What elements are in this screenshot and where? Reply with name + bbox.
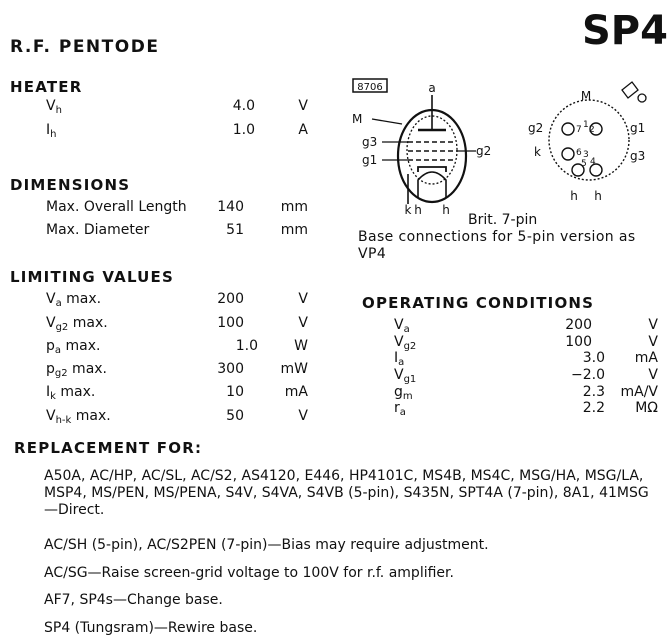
symbol: V [46, 408, 56, 424]
symbol: V [46, 291, 56, 307]
anode-label: a [428, 81, 436, 95]
limit-unit: mW [280, 361, 308, 377]
dimension-unit: mm [280, 199, 308, 215]
symbol-subscript: h [50, 129, 57, 140]
operating-value: 2.2 [582, 400, 605, 416]
operating-value: 200 [565, 317, 592, 333]
symbol: g [394, 384, 403, 400]
symbol-subscript: a [54, 345, 62, 356]
symbol-subscript: a [55, 298, 62, 309]
g2-label: g2 [476, 144, 492, 158]
symbol-subscript: g2 [403, 341, 417, 352]
operating-value: 2.3 [582, 384, 605, 400]
symbol: V [46, 98, 56, 114]
symbol-subscript: g2 [55, 322, 69, 333]
symbol: V [46, 315, 56, 331]
heater-label-1: h [414, 203, 422, 217]
dimensions-heading: DIMENSIONS [10, 176, 131, 194]
symbol-suffix: max. [61, 291, 102, 307]
pin-number-2: 2 [589, 125, 595, 135]
pin-6 [562, 148, 574, 160]
base-type-caption: Brit. 7-pin [468, 212, 538, 228]
symbol: V [394, 334, 404, 350]
key-indicator-icon [622, 82, 638, 98]
operating-parameter [394, 317, 410, 335]
dimension-value: 51 [226, 222, 244, 238]
g1-label: g1 [362, 153, 378, 167]
symbol: r [394, 400, 400, 416]
limiting-values-heading: LIMITING VALUES [10, 268, 175, 286]
diagram-code: 8706 [357, 82, 383, 93]
operating-conditions-heading: OPERATING CONDITIONS [362, 294, 595, 312]
symbol: I [46, 384, 51, 400]
symbol-subscript: g2 [54, 368, 68, 379]
pin-number-6: 6 [576, 148, 582, 158]
limit-parameter [46, 361, 107, 379]
base-h1-label: h [570, 189, 578, 203]
limit-unit: V [298, 408, 308, 424]
pin-number-1: 1 [583, 120, 589, 130]
pin-number-7: 7 [576, 125, 582, 135]
limit-value: 50 [226, 408, 244, 424]
pin-7 [562, 123, 574, 135]
operating-value: −2.0 [571, 367, 605, 383]
limit-unit: mA [284, 384, 308, 400]
replacement-heading: REPLACEMENT FOR: [14, 439, 203, 457]
cathode-label: k [404, 203, 412, 217]
heater-row-unit: V [298, 98, 308, 114]
limit-value: 300 [217, 361, 244, 377]
base-pin-diagram [522, 72, 670, 212]
symbol-subscript: k [50, 391, 56, 402]
metal-lead [372, 119, 402, 124]
tube-name-title: SP4 [582, 8, 668, 54]
replacement-direct-list: A50A, AC/HP, AC/SL, AC/S2, AS4120, E446, HP4101C, MS4B, MS4C, MSG/HA, MSG/LA, MSP4, MS/PEN, MS/PENA, S4V, S4VA, S4VB (5-pin), S435N, SPT4A (7-pin), 8A1, 41MSG—Direct. [44, 468, 649, 518]
operating-value: 100 [565, 334, 592, 350]
operating-unit: mA [634, 350, 658, 366]
symbol-subscript: h-k [55, 415, 72, 426]
dimension-unit: mm [280, 222, 308, 238]
symbol-subscript: h [55, 105, 62, 116]
symbol: p [46, 338, 55, 354]
operating-unit: MΩ [635, 400, 658, 416]
symbol: V [394, 317, 404, 333]
tube-electrode-diagram [348, 72, 508, 232]
limit-value: 200 [217, 291, 244, 307]
operating-parameter [394, 350, 404, 368]
symbol-subscript: g1 [403, 374, 417, 385]
operating-unit: mA/V [620, 384, 658, 400]
limit-unit: V [298, 315, 308, 331]
symbol: I [394, 350, 399, 366]
metal-label: M [352, 112, 363, 126]
base-g2-label: g2 [528, 121, 544, 135]
operating-parameter [394, 400, 406, 418]
limit-unit: W [294, 338, 308, 354]
symbol-subscript: a [399, 407, 406, 418]
replacement-bias-note: AC/SH (5-pin), AC/S2PEN (7-pin)—Bias may require adjustment. [44, 537, 489, 553]
heater-row-symbol [46, 98, 62, 116]
base-metal-label: M [580, 89, 592, 103]
pin-number-5: 5 [581, 159, 587, 169]
base-g3-label: g3 [630, 149, 646, 163]
operating-value: 3.0 [582, 350, 605, 366]
limit-parameter [46, 408, 111, 426]
operating-unit: V [648, 334, 658, 350]
heater-row-unit: A [298, 122, 308, 138]
replacement-rewire-base-note: SP4 (Tungsram)—Rewire base. [44, 620, 258, 636]
replacement-screen-grid-note: AC/SG—Raise screen-grid voltage to 100V for r.f. amplifier. [44, 565, 454, 581]
tube-type-subtitle: R.F. PENTODE [10, 37, 160, 57]
heater-label-2: h [442, 203, 450, 217]
symbol-subscript: a [398, 357, 405, 368]
limit-parameter [46, 338, 100, 356]
heater-row-value: 4.0 [232, 98, 255, 114]
base-outline [549, 100, 629, 180]
operating-unit: V [648, 367, 658, 383]
base-connections-note: Base connections for 5-pin version as VP4 [358, 229, 636, 262]
g3-label: g3 [362, 135, 378, 149]
limit-value: 1.0 [235, 338, 258, 354]
symbol-subscript: m [402, 391, 413, 402]
symbol-suffix: max. [55, 384, 96, 400]
heater-heading: HEATER [10, 78, 83, 96]
base-h2-label: h [594, 189, 602, 203]
operating-unit: V [648, 317, 658, 333]
base-g1-label: g1 [630, 121, 646, 135]
base-k-label: k [534, 145, 541, 159]
symbol-suffix: max. [68, 315, 108, 331]
limit-value: 10 [226, 384, 244, 400]
pin-number-4: 4 [590, 157, 596, 167]
heater-filament [418, 172, 446, 198]
dimension-value: 140 [217, 199, 244, 215]
symbol-suffix: max. [71, 408, 111, 424]
dimension-label: Max. Overall Length [46, 199, 187, 215]
heater-row-value: 1.0 [232, 122, 255, 138]
limit-parameter [46, 291, 101, 309]
heater-row-symbol [46, 122, 56, 140]
limit-value: 100 [217, 315, 244, 331]
symbol: p [46, 361, 55, 377]
pin-number-3: 3 [583, 150, 589, 160]
limit-parameter [46, 384, 95, 402]
limit-parameter [46, 315, 108, 333]
symbol-suffix: max. [61, 338, 101, 354]
symbol: I [46, 122, 51, 138]
dimension-label: Max. Diameter [46, 222, 150, 238]
symbol-subscript: a [403, 324, 410, 335]
key-indicator-dot [638, 94, 646, 102]
limit-unit: V [298, 291, 308, 307]
replacement-change-base-note: AF7, SP4s—Change base. [44, 592, 223, 608]
symbol-suffix: max. [67, 361, 108, 377]
symbol: V [394, 367, 404, 383]
operating-parameter [394, 367, 416, 385]
